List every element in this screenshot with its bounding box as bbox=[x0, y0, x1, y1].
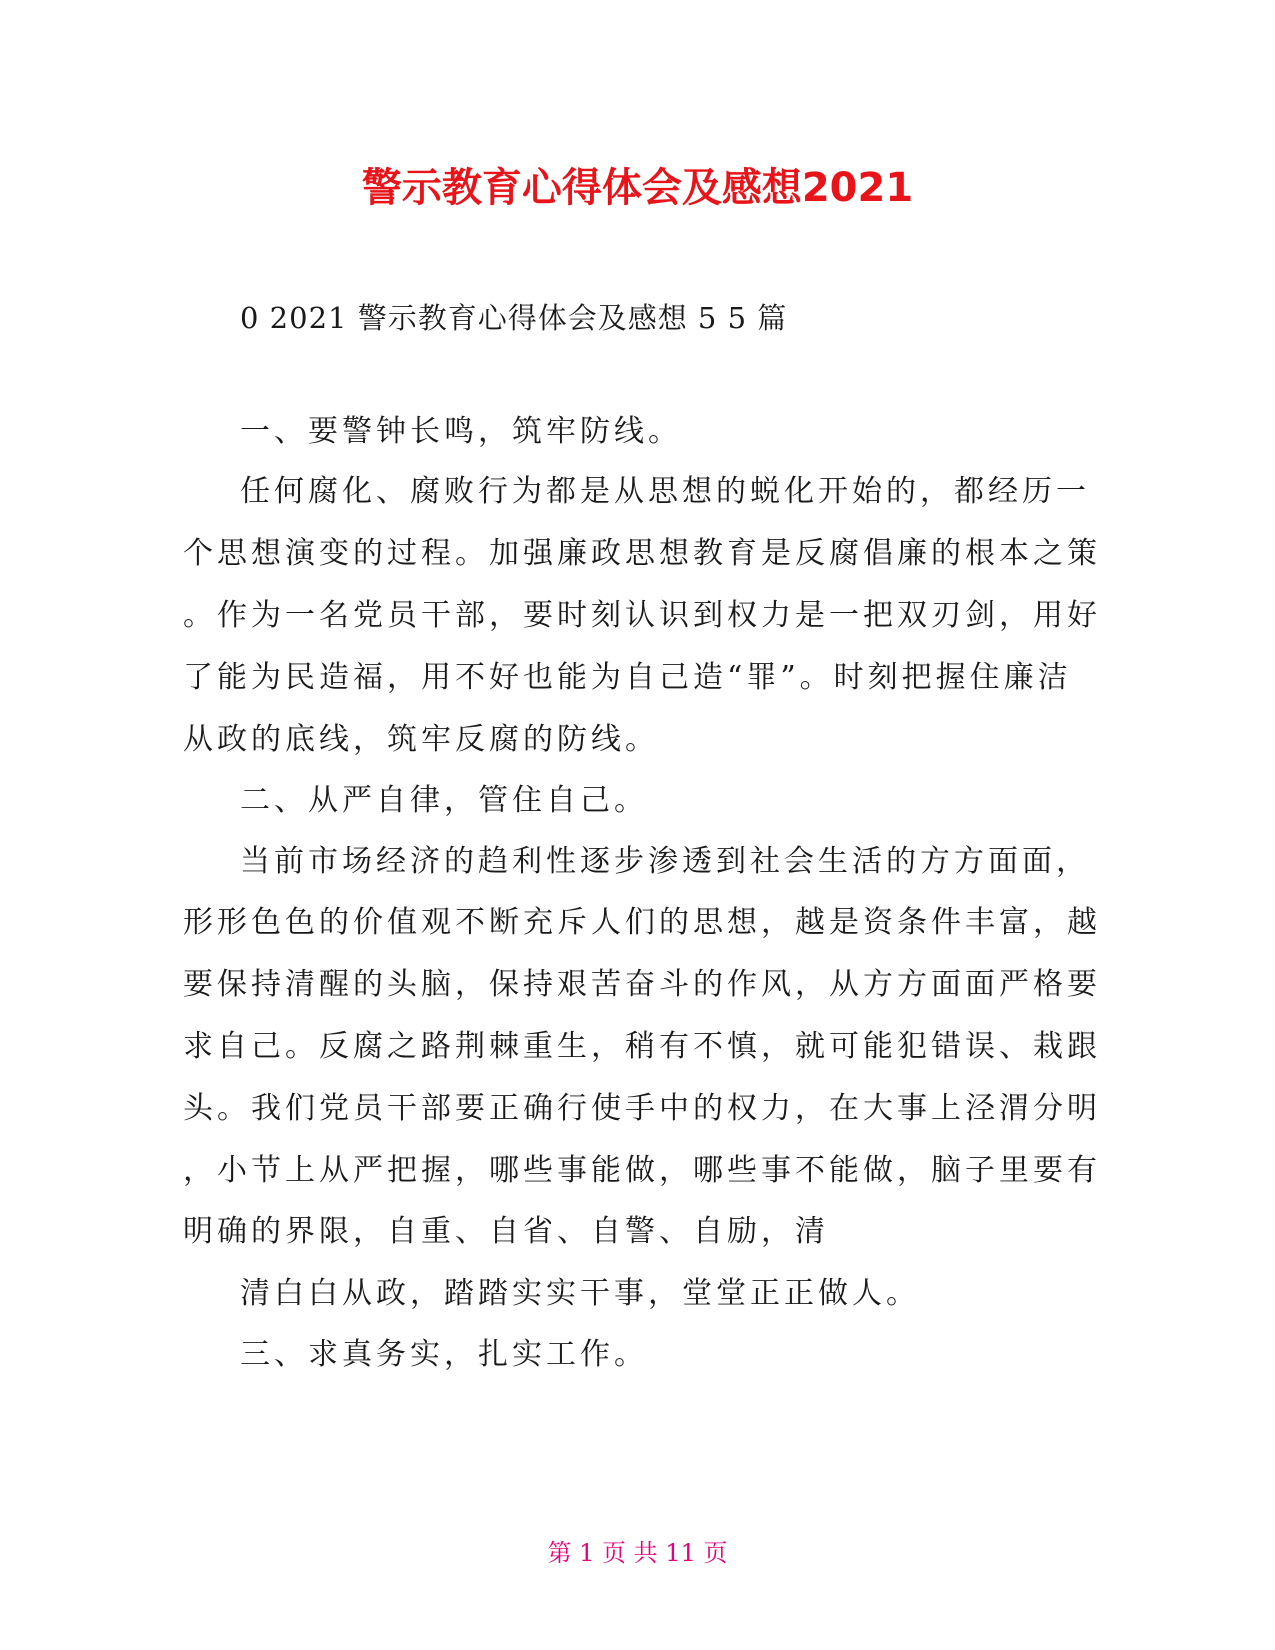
section-heading-2: 二、从严自律，管住自己。 bbox=[240, 783, 648, 818]
paragraph-line: 求自己。反腐之路荆棘重生，稍有不慎，就可能犯错误、栽跟 bbox=[183, 1029, 1101, 1064]
paragraph-line: 头。我们党员干部要正确行使手中的权力，在大事上泾渭分明 bbox=[183, 1091, 1101, 1126]
paragraph-line: 了能为民造福，用不好也能为自己造“罪”。时刻把握住廉洁 bbox=[183, 660, 1072, 695]
paragraph-line: 要保持清醒的头脑，保持艰苦奋斗的作风，从方方面面严格要 bbox=[183, 967, 1101, 1002]
paragraph-line: 形形色色的价值观不断充斥人们的思想，越是资条件丰富，越 bbox=[183, 905, 1101, 940]
paragraph-line: 个思想演变的过程。加强廉政思想教育是反腐倡廉的根本之策 bbox=[183, 536, 1101, 571]
paragraph-line: 从政的底线，筑牢反腐的防线。 bbox=[183, 722, 659, 757]
paragraph-line: 当前市场经济的趋利性逐步渗透到社会生活的方方面面， bbox=[240, 844, 1090, 879]
document-subtitle: 0 2021 警示教育心得体会及感想 5 5 篇 bbox=[240, 301, 788, 335]
document-title: 警示教育心得体会及感想2021 bbox=[361, 165, 914, 211]
paragraph-line: 。作为一名党员干部，要时刻认识到权力是一把双刃剑，用好 bbox=[183, 598, 1101, 633]
paragraph-line: ，小节上从严把握，哪些事能做，哪些事不能做，脑子里要有 bbox=[183, 1153, 1101, 1188]
page-footer: 第 1 页 共 11 页 bbox=[547, 1539, 728, 1567]
section-heading-1: 一、要警钟长鸣，筑牢防线。 bbox=[240, 414, 682, 449]
paragraph-line: 任何腐化、腐败行为都是从思想的蜕化开始的，都经历一 bbox=[240, 474, 1090, 509]
paragraph-line: 明确的界限，自重、自省、自警、自励，清 bbox=[183, 1214, 829, 1249]
section-heading-3: 三、求真务实，扎实工作。 bbox=[240, 1337, 648, 1372]
paragraph-line: 清白白从政，踏踏实实干事，堂堂正正做人。 bbox=[240, 1276, 920, 1311]
